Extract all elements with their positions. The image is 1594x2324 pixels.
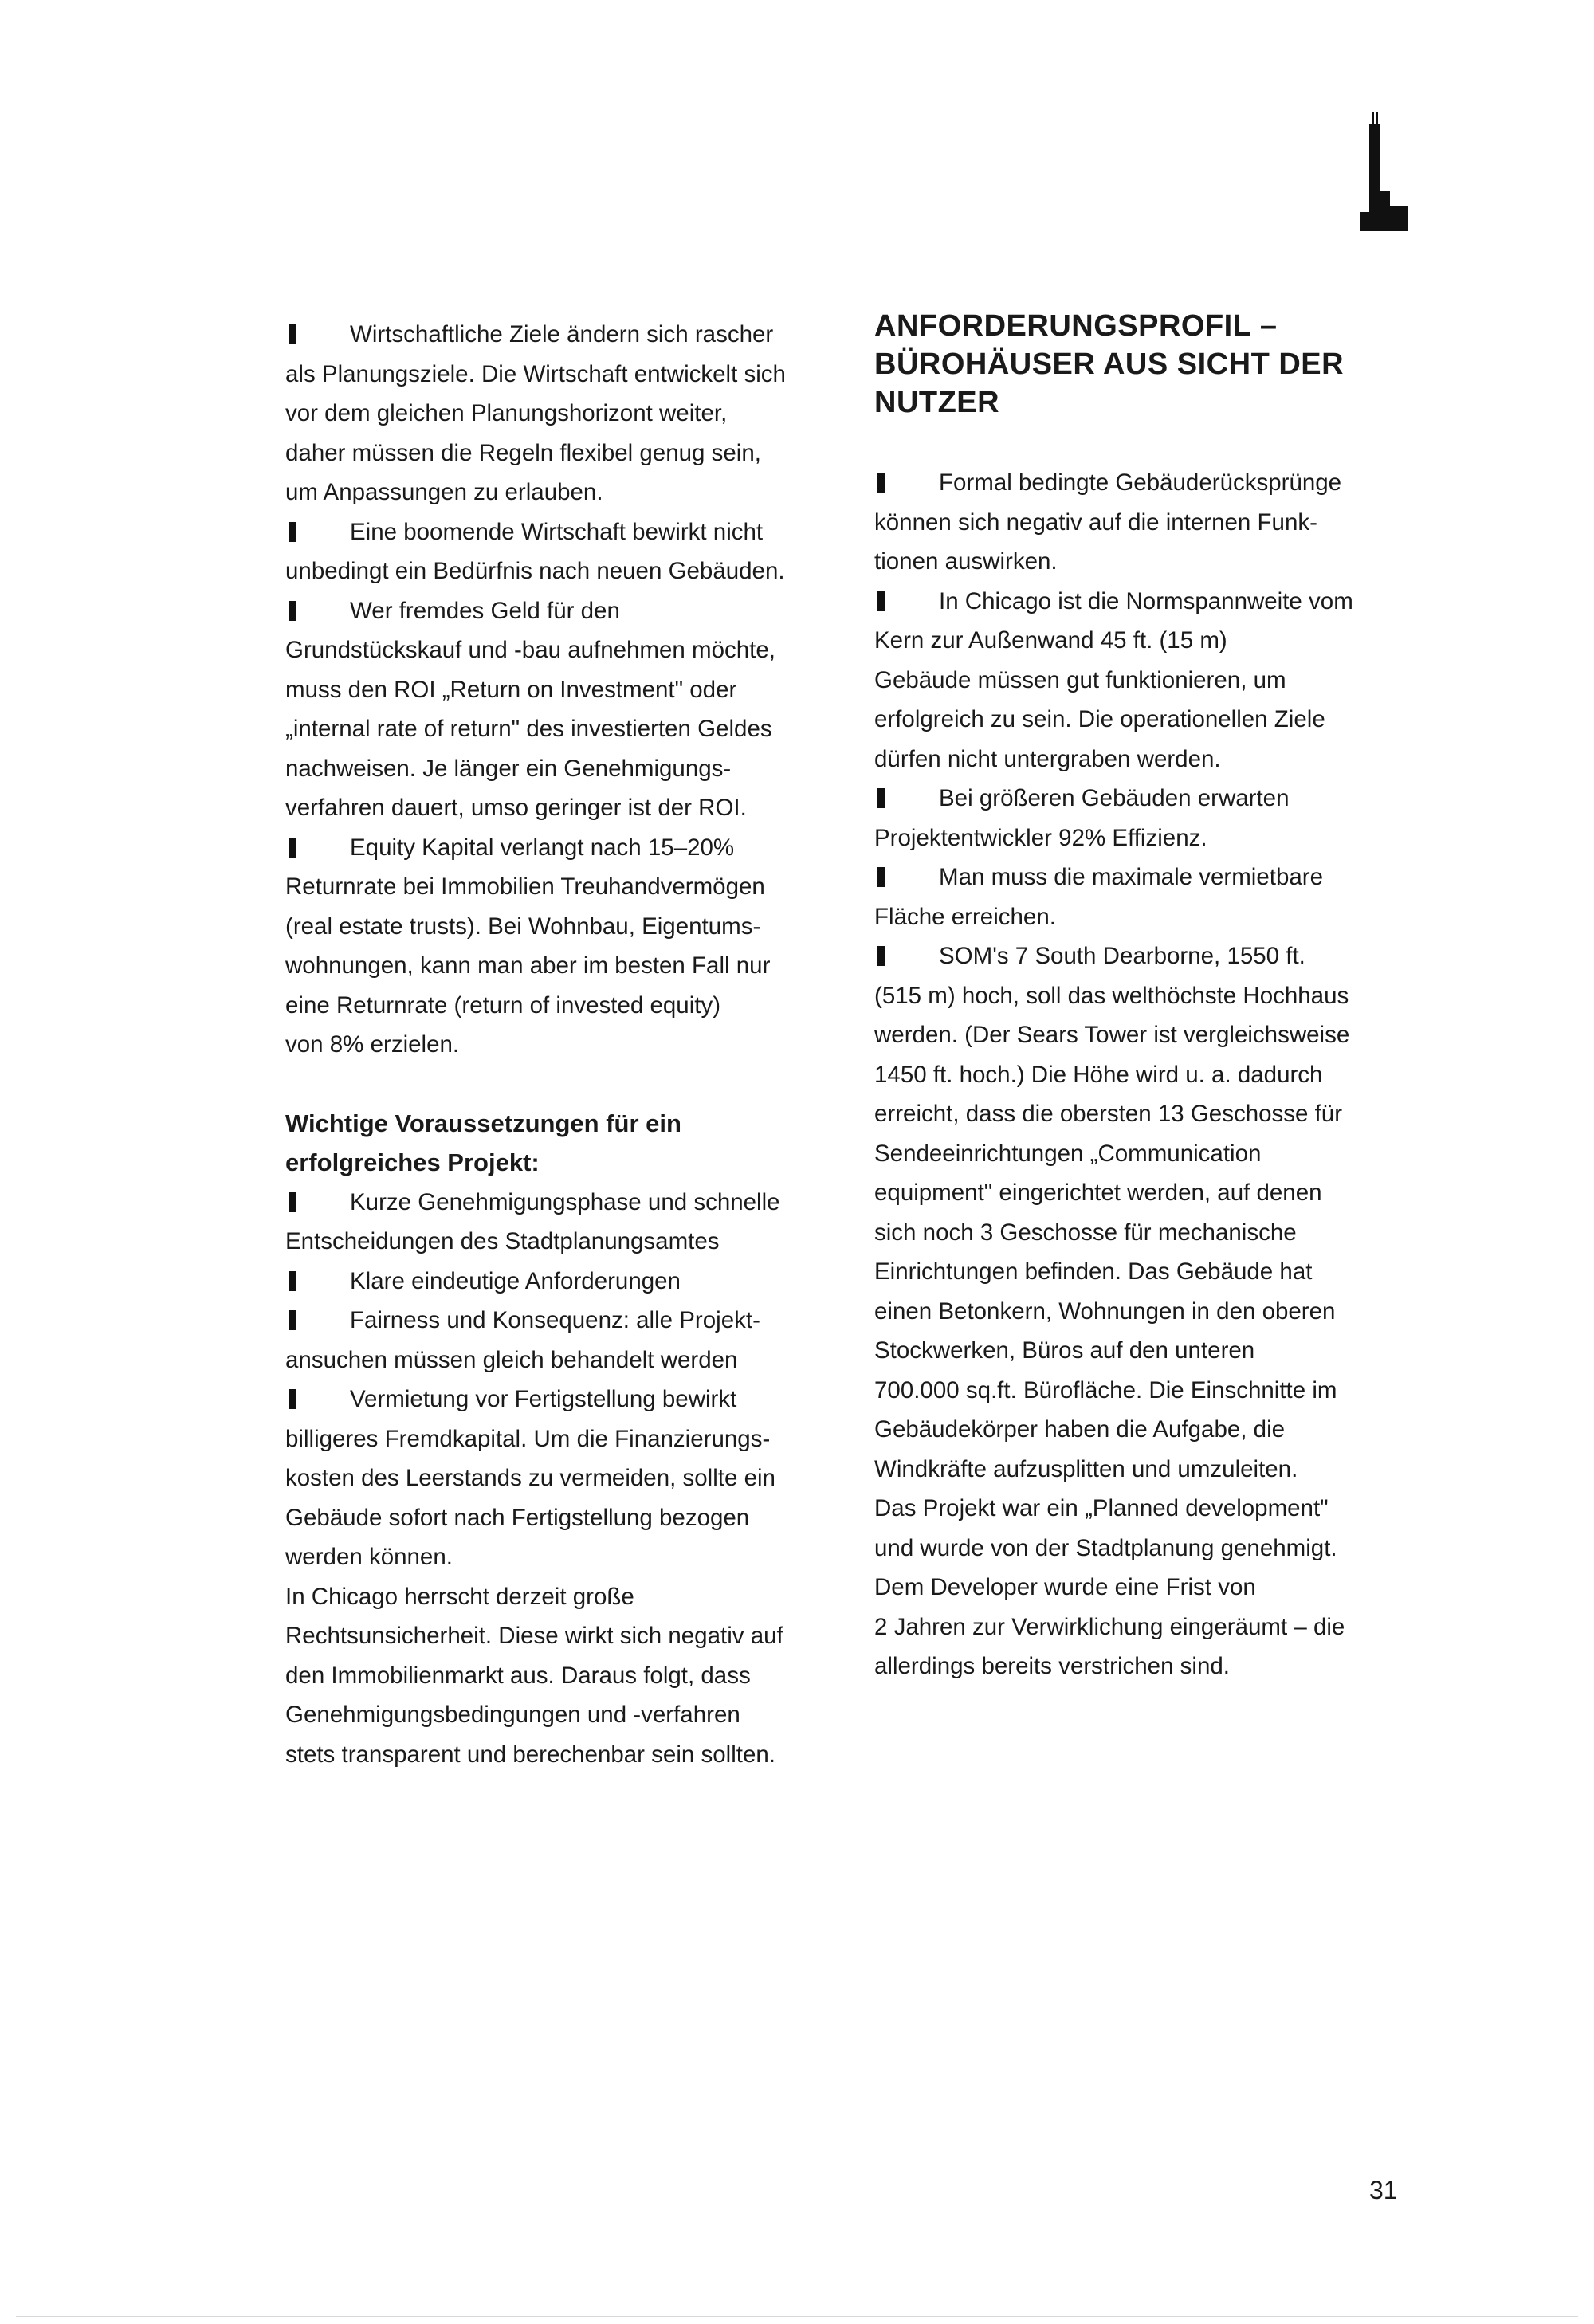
subheading-line: Wichtige Voraussetzungen für ein (285, 1109, 681, 1137)
text-line: tionen auswirken. (874, 548, 1058, 575)
right-bullet-item (874, 858, 1416, 936)
section-heading (874, 307, 1416, 422)
subheading-line: erfolgreiches Projekt: (285, 1148, 540, 1176)
text-line: daher müssen die Regeln flexibel genug sein, (285, 439, 761, 466)
text-line: 700.000 sq.ft. Bürofläche. Die Einschnitte im (874, 1376, 1337, 1403)
text-line: von 8% erzielen. (285, 1031, 460, 1058)
bullet-text: Kurze Genehmigungsphase und schnelle (350, 1188, 780, 1215)
text-line: werden. (Der Sears Tower ist vergleichsweise (874, 1022, 1350, 1048)
bullet-text: Formal bedingte Gebäuderücksprünge (939, 469, 1342, 496)
bullet-marker-icon (877, 473, 885, 493)
right-bullet-item (874, 779, 1416, 858)
text-line: „internal rate of return" des investierten Geldes (285, 716, 772, 742)
requirements-bullet-item (285, 1183, 843, 1262)
text-line: erfolgreich zu sein. Die operationellen Ziele (874, 706, 1325, 732)
text-line: Grundstückskauf und -bau aufnehmen möchte, (285, 637, 775, 663)
bottom-edge-line (16, 2316, 1578, 2317)
text-line: Rechtsunsicherheit. Diese wirkt sich negativ auf (285, 1623, 783, 1649)
text-line: Kern zur Außenwand 45 ft. (15 m) (874, 627, 1227, 654)
text-line: um Anpassungen zu erlauben. (285, 479, 603, 505)
text-line: Gebäudekörper haben die Aufgabe, die (874, 1416, 1286, 1443)
heading-line: BÜROHÄUSER AUS SICHT DER (874, 347, 1345, 381)
text-line: einen Betonkern, Wohnungen in den oberen (874, 1297, 1336, 1325)
text-line: Gebäude müssen gut funktionieren, um (874, 666, 1286, 693)
text-line: (real estate trusts). Bei Wohnbau, Eigentums- (285, 913, 761, 940)
bullet-first-line (874, 779, 1416, 819)
bullet-marker-icon (289, 324, 296, 344)
left-column (285, 315, 843, 1774)
bullet-marker-icon (877, 788, 885, 808)
bullet-marker-icon (289, 1192, 296, 1212)
text-line: werden können. (285, 1544, 453, 1570)
requirements-bullet-item (285, 1301, 843, 1380)
bullet-first-line (874, 582, 1416, 622)
section-subheading (285, 1104, 843, 1183)
bullet-marker-icon (877, 591, 885, 611)
bullet-text: Eine boomende Wirtschaft bewirkt nicht (350, 518, 764, 545)
bullet-text: Man muss die maximale vermietbare (939, 864, 1323, 890)
text-line: 2 Jahren zur Verwirklichung eingeräumt – die (874, 1613, 1345, 1640)
bullet-first-line (285, 315, 843, 355)
text-line: verfahren dauert, umso geringer ist der ROI. (285, 795, 747, 821)
text-line: Das Projekt war ein „Planned development" (874, 1495, 1329, 1521)
text-line: kosten des Leerstands zu vermeiden, sollte ein (285, 1465, 775, 1491)
text-line: Stockwerken, Büros auf den unteren (874, 1337, 1255, 1364)
bullet-text: Bei größeren Gebäuden erwarten (939, 785, 1290, 811)
text-line: den Immobilienmarkt aus. Daraus folgt, dass (285, 1662, 751, 1689)
text-line: allerdings bereits verstrichen sind. (874, 1653, 1230, 1679)
text-line: Sendeeinrichtungen „Communication (874, 1140, 1262, 1167)
text-line: und wurde von der Stadtplanung genehmigt. (874, 1534, 1337, 1561)
text-line: wohnungen, kann man aber im besten Fall nur (285, 952, 771, 979)
text-line: muss den ROI „Return on Investment" oder (285, 676, 737, 703)
text-line: In Chicago herrscht derzeit große (285, 1583, 634, 1610)
text-line: Returnrate bei Immobilien Treuhandvermögen (285, 873, 765, 900)
bullet-text: Wirtschaftliche Ziele ändern sich rascher (350, 321, 774, 347)
left-bullet-item (285, 828, 843, 1065)
right-column (874, 307, 1416, 1686)
text-line: dürfen nicht untergraben werden. (874, 745, 1221, 772)
text-line: Genehmigungsbedingungen und -verfahren (285, 1702, 740, 1728)
bullet-marker-icon (289, 522, 296, 542)
text-line: Dem Developer wurde eine Frist von (874, 1574, 1256, 1600)
text-line: erreicht, dass die obersten 13 Geschosse für (874, 1101, 1343, 1127)
left-bullet-item (285, 591, 843, 828)
text-line: unbedingt ein Bedürfnis nach neuen Gebäuden. (285, 558, 785, 584)
requirements-bullet-item (285, 1262, 843, 1301)
text-line: equipment" eingerichtet werden, auf denen (874, 1180, 1322, 1206)
text-line: 1450 ft. hoch.) Die Höhe wird u. a. dadurch (874, 1061, 1323, 1088)
bullet-text: Wer fremdes Geld für den (350, 597, 620, 624)
bullet-marker-icon (289, 601, 296, 621)
bullet-marker-icon (289, 1271, 296, 1291)
bullet-text: Vermietung vor Fertigstellung bewirkt (350, 1386, 737, 1412)
right-bullet-item (874, 936, 1416, 1489)
bullet-marker-icon (877, 946, 885, 966)
text-line: Gebäude sofort nach Fertigstellung bezogen (285, 1504, 750, 1531)
right-bullet-item (874, 463, 1416, 582)
bullet-first-line (285, 1380, 843, 1419)
bullet-text: SOM's 7 South Dearborne, 1550 ft. (939, 943, 1305, 969)
text-line: vor dem gleichen Planungshorizont weiter, (285, 400, 728, 426)
bullet-first-line (874, 936, 1416, 976)
bullet-text: Fairness und Konsequenz: alle Projekt- (350, 1307, 760, 1333)
bullet-text: Klare eindeutige Anforderungen (350, 1267, 681, 1294)
text-line: Entscheidungen des Stadtplanungsamtes (285, 1228, 720, 1254)
text-line: ansuchen müssen gleich behandelt werden (285, 1346, 738, 1373)
bullet-first-line (285, 828, 843, 868)
page-number: 31 (1369, 2176, 1398, 2204)
text-line: eine Returnrate (return of invested equity) (285, 991, 721, 1019)
bullet-text: In Chicago ist die Normspannweite vom (939, 587, 1353, 614)
bullet-marker-icon (289, 1389, 296, 1409)
text-line: stets transparent und berechenbar sein sollten. (285, 1741, 775, 1768)
text-line: Einrichtungen befinden. Das Gebäude hat (874, 1258, 1313, 1285)
heading-line: ANFORDERUNGSPROFIL – (874, 309, 1278, 343)
bullet-first-line (285, 1262, 843, 1301)
text-line: sich noch 3 Geschosse für mechanische (874, 1219, 1297, 1246)
left-bullet-item (285, 512, 843, 591)
bullet-marker-icon (289, 1310, 296, 1330)
bullet-text: Equity Kapital verlangt nach 15–20% (350, 834, 735, 861)
bullet-first-line (285, 1301, 843, 1341)
text-line: nachweisen. Je länger ein Genehmigungs- (285, 755, 732, 782)
bullet-first-line (285, 512, 843, 552)
text-line: (515 m) hoch, soll das welthöchste Hochhaus (874, 982, 1349, 1009)
requirements-bullet-item (285, 1380, 843, 1577)
text-line: können sich negativ auf die internen Funk- (874, 508, 1317, 536)
bullet-first-line (874, 858, 1416, 897)
bullet-marker-icon (877, 867, 885, 887)
text-line: Fläche erreichen. (874, 903, 1056, 930)
text-line: Projektentwickler 92% Effizienz. (874, 824, 1207, 851)
heading-line: NUTZER (874, 386, 1000, 419)
bullet-marker-icon (289, 838, 296, 858)
bullet-first-line (285, 591, 843, 631)
skyscraper-logo-icon (1355, 112, 1408, 231)
text-line: als Planungsziele. Die Wirtschaft entwickelt sich (285, 360, 786, 387)
text-line: Windkräfte aufzusplitten und umzuleiten. (874, 1455, 1298, 1482)
left-bullet-item (285, 315, 843, 512)
bullet-first-line (285, 1183, 843, 1223)
right-bullet-item (874, 582, 1416, 779)
bullet-first-line (874, 463, 1416, 503)
text-line: billigeres Fremdkapital. Um die Finanzierungs- (285, 1425, 771, 1452)
